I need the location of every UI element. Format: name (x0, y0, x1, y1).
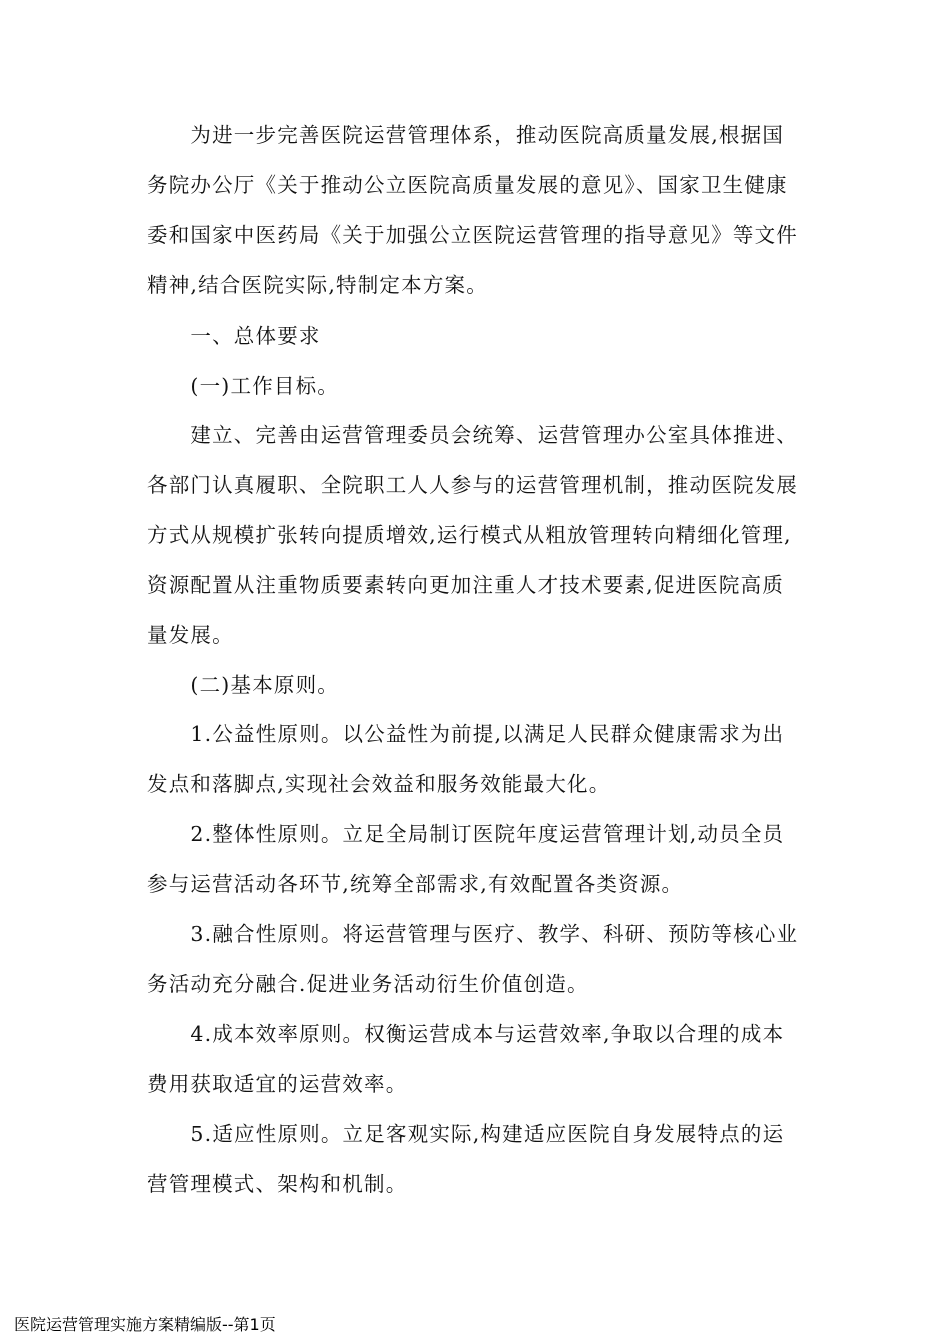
text-line: 3.融合性原则。将运营管理与医疗、教学、科研、预防等核心业 (147, 922, 799, 946)
text-line: 精神,结合医院实际,特制定本方案。 (147, 273, 488, 297)
text-line: 方式从规模扩张转向提质增效,运行模式从粗放管理转向精细化管理, (147, 523, 792, 547)
text-line: 参与运营活动各环节,统筹全部需求,有效配置各类资源。 (147, 872, 684, 896)
text-line: 资源配置从注重物质要素转向更加注重人才技术要素,促进医院高质 (147, 573, 785, 597)
text-line: 建立、完善由运营管理委员会统筹、运营管理办公室具体推进、 (147, 423, 798, 447)
text-line: 5.适应性原则。立足客观实际,构建适应医院自身发展特点的运 (147, 1122, 785, 1146)
section-heading: 一、总体要求 (147, 324, 321, 348)
page-footer: 医院运营管理实施方案精编版--第1页 (14, 1315, 276, 1334)
text-line: 2.整体性原则。立足全局制订医院年度运营管理计划,动员全员 (147, 822, 785, 846)
text-line: 4.成本效率原则。权衡运营成本与运营效率,争取以合理的成本 (147, 1022, 785, 1046)
text-line: 各部门认真履职、全院职工人人参与的运营管理机制，推动医院发展 (147, 473, 798, 497)
text-line: 1.公益性原则。以公益性为前提,以满足人民群众健康需求为出 (147, 722, 785, 746)
text-line: 务活动充分融合.促进业务活动衍生价值创造。 (147, 972, 589, 996)
text-line: 费用获取适宜的运营效率。 (147, 1072, 408, 1096)
subsection-heading: (二)基本原则。 (147, 673, 339, 697)
text-line: 发点和落脚点,实现社会效益和服务效能最大化。 (147, 772, 611, 796)
text-line: 为进一步完善医院运营管理体系，推动医院高质量发展,根据国 (147, 123, 785, 147)
subsection-heading: (一)工作目标。 (147, 374, 339, 398)
text-line: 务院办公厅《关于推动公立医院高质量发展的意见》、国家卫生健康 (147, 173, 788, 197)
text-line: 委和国家中医药局《关于加强公立医院运营管理的指导意见》等文件 (147, 223, 798, 247)
text-line: 量发展。 (147, 623, 234, 647)
text-line: 营管理模式、架构和机制。 (147, 1172, 408, 1196)
